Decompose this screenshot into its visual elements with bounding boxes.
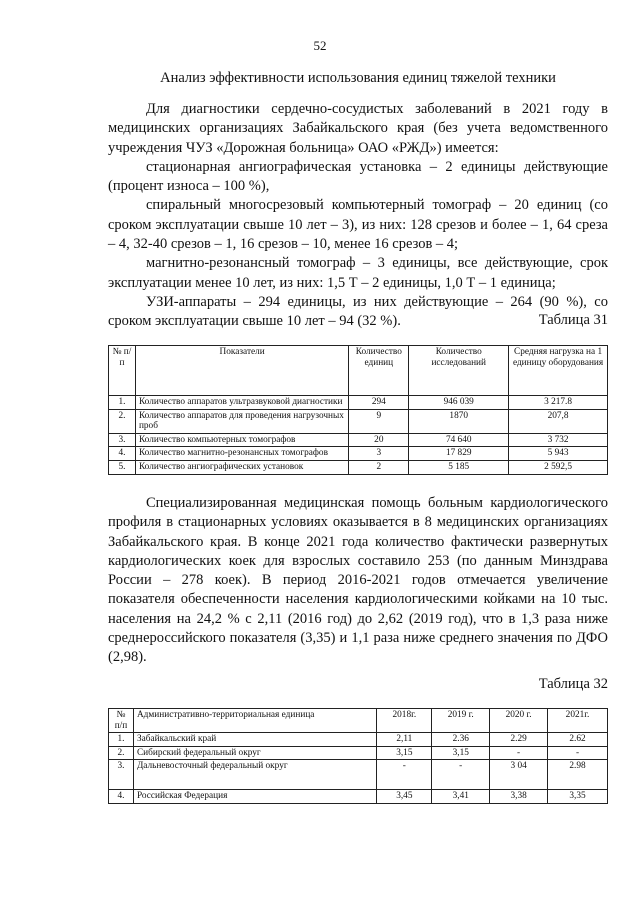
cell-2019: 3,41 [432, 790, 490, 804]
cell-2019: 3,15 [432, 746, 490, 760]
table-header-row [109, 346, 608, 396]
cell-territory: Забайкальский край [133, 733, 376, 747]
table-31-caption: Таблица 31 [538, 312, 608, 328]
cell-load: 207,8 [509, 409, 608, 433]
section-heading: Анализ эффективности использования единиц тяжелой техники [160, 70, 556, 86]
col-header-number: № п/п [109, 346, 136, 396]
table-row [109, 433, 608, 447]
table-header-row [109, 709, 608, 733]
cell-number: 2. [109, 409, 136, 433]
cell-number: 4. [109, 447, 136, 461]
col-header-indicator: Показатели [135, 346, 348, 396]
intro-paragraph: УЗИ-аппараты – 294 единицы, из них действующие – 264 (90 %), со сроком эксплуатации свыше 10 лет – 94 (32 %). [108, 293, 608, 330]
cell-territory: Сибирский федеральный округ [133, 746, 376, 760]
table-row [109, 396, 608, 410]
cardiology-paragraph: Специализированная медицинская помощь больным кардиологического профиля в стационарных условиях оказывается в 8 медицинских организациях Забайкальского края. В конце 2021 года количество фактически развернутых кардиологических коек для взрослых составило 253 (по данным Минздрава России – 278 коек). В период 2016-2021 годов отмечается увеличение показателя обеспеченности населения кардиологическими койками на 10 тыс. населения на 24,2 % с 2,11 (2016 год) до 2,62 (2019 год), что в 1,3 раза ниже среднероссийского показателя (3,35) и 1,1 раза ниже среднего значения по ДФО (2,98). [108, 495, 608, 666]
cell-2019: 2.36 [432, 733, 490, 747]
cell-2020: 3,38 [490, 790, 548, 804]
intro-paragraph: стационарная ангиографическая установка – 2 единицы действующие (процент износа – 100 %), [108, 158, 608, 195]
equipment-table [108, 345, 608, 475]
col-header-territory: Административно-территориальная единица [133, 709, 376, 733]
cell-number: 5. [109, 460, 136, 474]
cell-indicator: Количество магнитно-резонансных томографов [135, 447, 348, 461]
cell-units: 20 [349, 433, 409, 447]
cardiology-text [108, 494, 608, 668]
cell-indicator: Количество ангиографических установок [135, 460, 348, 474]
cell-number: 2. [109, 746, 134, 760]
cell-2020: 3 04 [490, 760, 548, 790]
cell-number: 4. [109, 790, 134, 804]
intro-paragraph: спиральный многосрезовый компьютерный томограф – 20 единиц (со сроком эксплуатации свыше 10 лет – 3), из них: 128 срезов и более – 1, 64 среза – 4, 32-40 срезов – 1, 16 срезов – 10, менее 16 срезов – 4; [108, 197, 608, 253]
cell-number: 3. [109, 760, 134, 790]
cell-2020: 2.29 [490, 733, 548, 747]
page-number: 52 [313, 38, 327, 53]
cell-studies: 1870 [409, 409, 509, 433]
cell-studies: 946 039 [409, 396, 509, 410]
cell-2021: - [548, 746, 608, 760]
cell-number: 3. [109, 433, 136, 447]
col-header-number: № п/п [109, 709, 134, 733]
cell-units: 294 [349, 396, 409, 410]
table-row [109, 460, 608, 474]
cell-load: 3 732 [509, 433, 608, 447]
beds-availability-table [108, 708, 608, 804]
intro-paragraph: Для диагностики сердечно-сосудистых заболеваний в 2021 году в медицинских организациях Забайкальского края (без учета ведомственного учреждения ЧУЗ «Дорожная больница» ОАО «РЖД») имеется: [108, 101, 608, 156]
cell-studies: 17 829 [409, 447, 509, 461]
cell-load: 3 217.8 [509, 396, 608, 410]
cell-studies: 5 185 [409, 460, 509, 474]
cell-2019: - [432, 760, 490, 790]
intro-text [108, 100, 608, 332]
cell-2018: - [377, 760, 432, 790]
table-row [109, 733, 608, 747]
cell-load: 5 943 [509, 447, 608, 461]
cell-number: 1. [109, 733, 134, 747]
cell-2018: 3,45 [377, 790, 432, 804]
cell-2021: 2.62 [548, 733, 608, 747]
col-header-2021: 2021г. [548, 709, 608, 733]
cell-indicator: Количество аппаратов ультразвуковой диагностики [135, 396, 348, 410]
cell-2021: 3,35 [548, 790, 608, 804]
col-header-load: Средняя нагрузка на 1 единицу оборудования [509, 346, 608, 396]
cell-2018: 3,15 [377, 746, 432, 760]
cell-territory: Российская Федерация [133, 790, 376, 804]
cell-units: 2 [349, 460, 409, 474]
cell-2018: 2,11 [377, 733, 432, 747]
intro-paragraph: магнитно-резонансный томограф – 3 единицы, все действующие, срок эксплуатации менее 10 лет, из них: 1,5 Т – 2 единицы, 1,0 Т – 1 единица; [108, 255, 608, 291]
table-32-caption: Таблица 32 [538, 676, 608, 692]
cell-number: 1. [109, 396, 136, 410]
table-row [109, 746, 608, 760]
table-row [109, 409, 608, 433]
cell-2021: 2.98 [548, 760, 608, 790]
cell-studies: 74 640 [409, 433, 509, 447]
col-header-studies: Количество исследований [409, 346, 509, 396]
cell-units: 9 [349, 409, 409, 433]
table-row [109, 760, 608, 790]
cell-2020: - [490, 746, 548, 760]
cell-units: 3 [349, 447, 409, 461]
cell-indicator: Количество компьютерных томографов [135, 433, 348, 447]
table-row [109, 790, 608, 804]
cell-indicator: Количество аппаратов для проведения нагрузочных проб [135, 409, 348, 433]
col-header-2020: 2020 г. [490, 709, 548, 733]
col-header-2018: 2018г. [377, 709, 432, 733]
table-row [109, 447, 608, 461]
col-header-units: Количество единиц [349, 346, 409, 396]
cell-territory: Дальневосточный федеральный округ [133, 760, 376, 790]
col-header-2019: 2019 г. [432, 709, 490, 733]
cell-load: 2 592,5 [509, 460, 608, 474]
